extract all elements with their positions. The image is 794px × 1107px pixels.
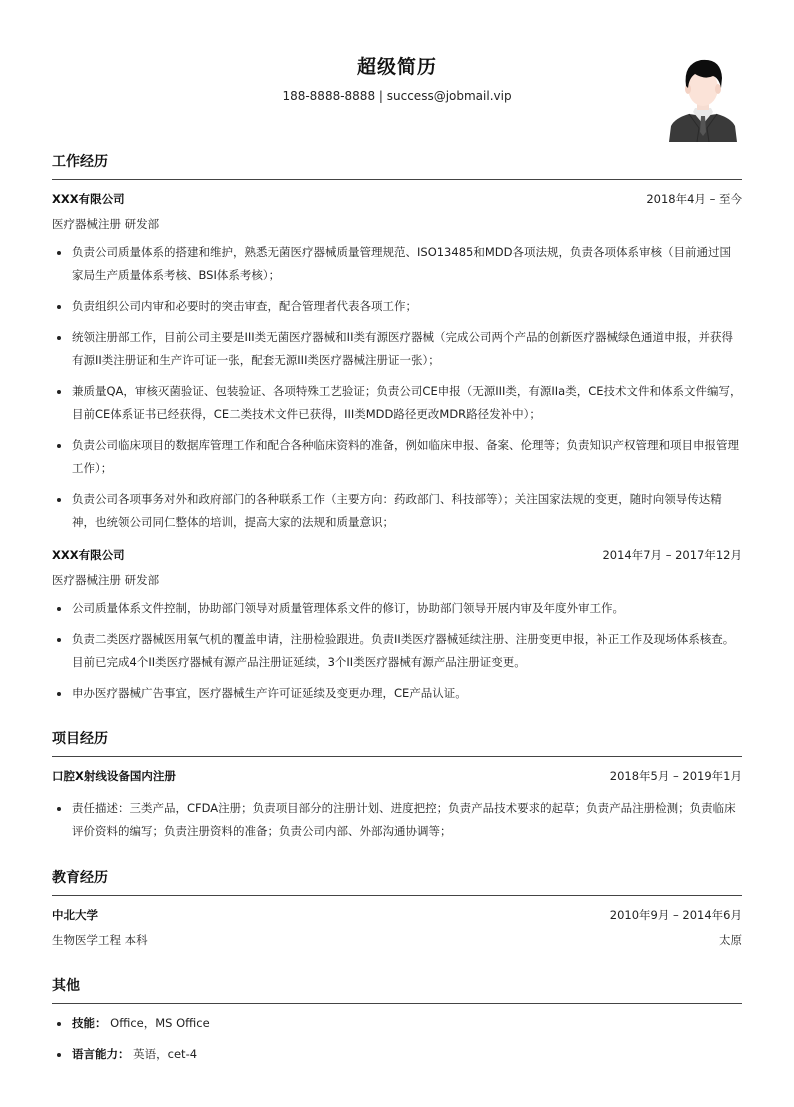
section-title-project: 项目经历 [52, 727, 742, 757]
project-name: 口腔X射线设备国内注册 [52, 769, 176, 783]
list-item: 统领注册部工作，目前公司主要是III类无菌医疗器械和II类有源医疗器械（完成公司两个产品的创新医疗器械绿色通道申报，并获得有源II类注册证和生产许可证一张，配套无源III类医疗器械注册证一张）； [52, 326, 742, 372]
avatar-man-suit-icon [667, 52, 739, 142]
skills-value: Office，MS Office [110, 1016, 210, 1030]
language-label: 语言能力： [72, 1047, 130, 1061]
date-range: 2018年4月 – 至今 [646, 192, 742, 206]
school-name: 中北大学 [52, 908, 98, 922]
job-role: 医疗器械注册 研发部 [52, 217, 160, 231]
date-range: 2014年7月 – 2017年12月 [602, 548, 742, 562]
bullet-list [52, 1012, 742, 1066]
list-item: 负责公司临床项目的数据库管理工作和配合各种临床资料的准备，例如临床申报、备案、伦理等；负责知识产权管理和项目申报管理工作）； [52, 434, 742, 480]
section-title-other: 其他 [52, 974, 742, 1004]
job-role: 医疗器械注册 研发部 [52, 573, 160, 587]
resume-page [52, 0, 742, 1061]
contact-info: 188-8888-8888 | success@jobmail.vip [282, 89, 512, 103]
section-project [52, 727, 742, 851]
list-item: 责任描述：三类产品，CFDA注册；负责项目部分的注册计划、进度把控；负责产品技术要求的起草；负责产品注册检测；负责临床评价资料的编写；负责注册资料的准备；负责公司内部、外部沟通协调等； [52, 797, 742, 843]
bullet-list [52, 797, 742, 843]
section-title-education: 教育经历 [52, 866, 742, 896]
section-other [52, 974, 742, 1074]
section-work [52, 150, 742, 542]
resume-header [52, 0, 742, 150]
list-item: 负责组织公司内审和必要时的突击审查，配合管理者代表各项工作； [52, 295, 742, 318]
bullet-list [52, 241, 742, 534]
major-degree: 生物医学工程 本科 [52, 933, 148, 947]
work-entry-1 [52, 187, 742, 534]
language-value: 英语，cet-4 [133, 1047, 198, 1061]
list-item-skills [52, 1012, 742, 1035]
list-item: 兼质量QA，审核灭菌验证、包装验证、各项特殊工艺验证；负责公司CE申报（无源III类，有源IIa类，CE技术文件和体系文件编写，目前CE体系证书已经获得，CE二类技术文件已获得，III类MDD路径更改MDR路径发补中）； [52, 380, 742, 426]
section-education [52, 866, 742, 953]
date-range: 2010年9月 – 2014年6月 [609, 908, 742, 922]
list-item: 公司质量体系文件控制，协助部门领导对质量管理体系文件的修订，协助部门领导开展内审及年度外审工作。 [52, 597, 742, 620]
list-item: 负责公司各项事务对外和政府部门的各种联系工作（主要方向：药政部门、科技部等）；关注国家法规的变更，随时向领导传达精神，也统领公司同仁整体的培训，提高大家的法规和质量意识； [52, 488, 742, 534]
resume-title: 超级简历 [356, 56, 437, 78]
company-name: XXX有限公司 [52, 548, 125, 562]
bullet-list [52, 597, 742, 705]
work-entry-2 [52, 536, 742, 713]
section-title-work: 工作经历 [52, 150, 742, 180]
location: 太原 [719, 933, 742, 947]
list-item: 负责二类医疗器械医用氧气机的覆盖申请，注册检验跟进。负责II类医疗器械延续注册、注册变更申报，补正工作及现场体系核查。目前已完成4个II类医疗器械有源产品注册证延续，3个II类医疗器械有源产品注册证变更。 [52, 628, 742, 674]
company-name: XXX有限公司 [52, 192, 125, 206]
date-range: 2018年5月 – 2019年1月 [609, 769, 742, 783]
skills-label: 技能： [72, 1016, 107, 1030]
list-item: 负责公司质量体系的搭建和维护，熟悉无菌医疗器械质量管理规范、ISO13485和MDD各项法规，负责各项体系审核（目前通过国家局生产质量体系考核、BSI体系考核）； [52, 241, 742, 287]
avatar [667, 52, 739, 142]
list-item: 申办医疗器械广告事宜，医疗器械生产许可证延续及变更办理，CE产品认证。 [52, 682, 742, 705]
list-item-language [52, 1043, 742, 1066]
